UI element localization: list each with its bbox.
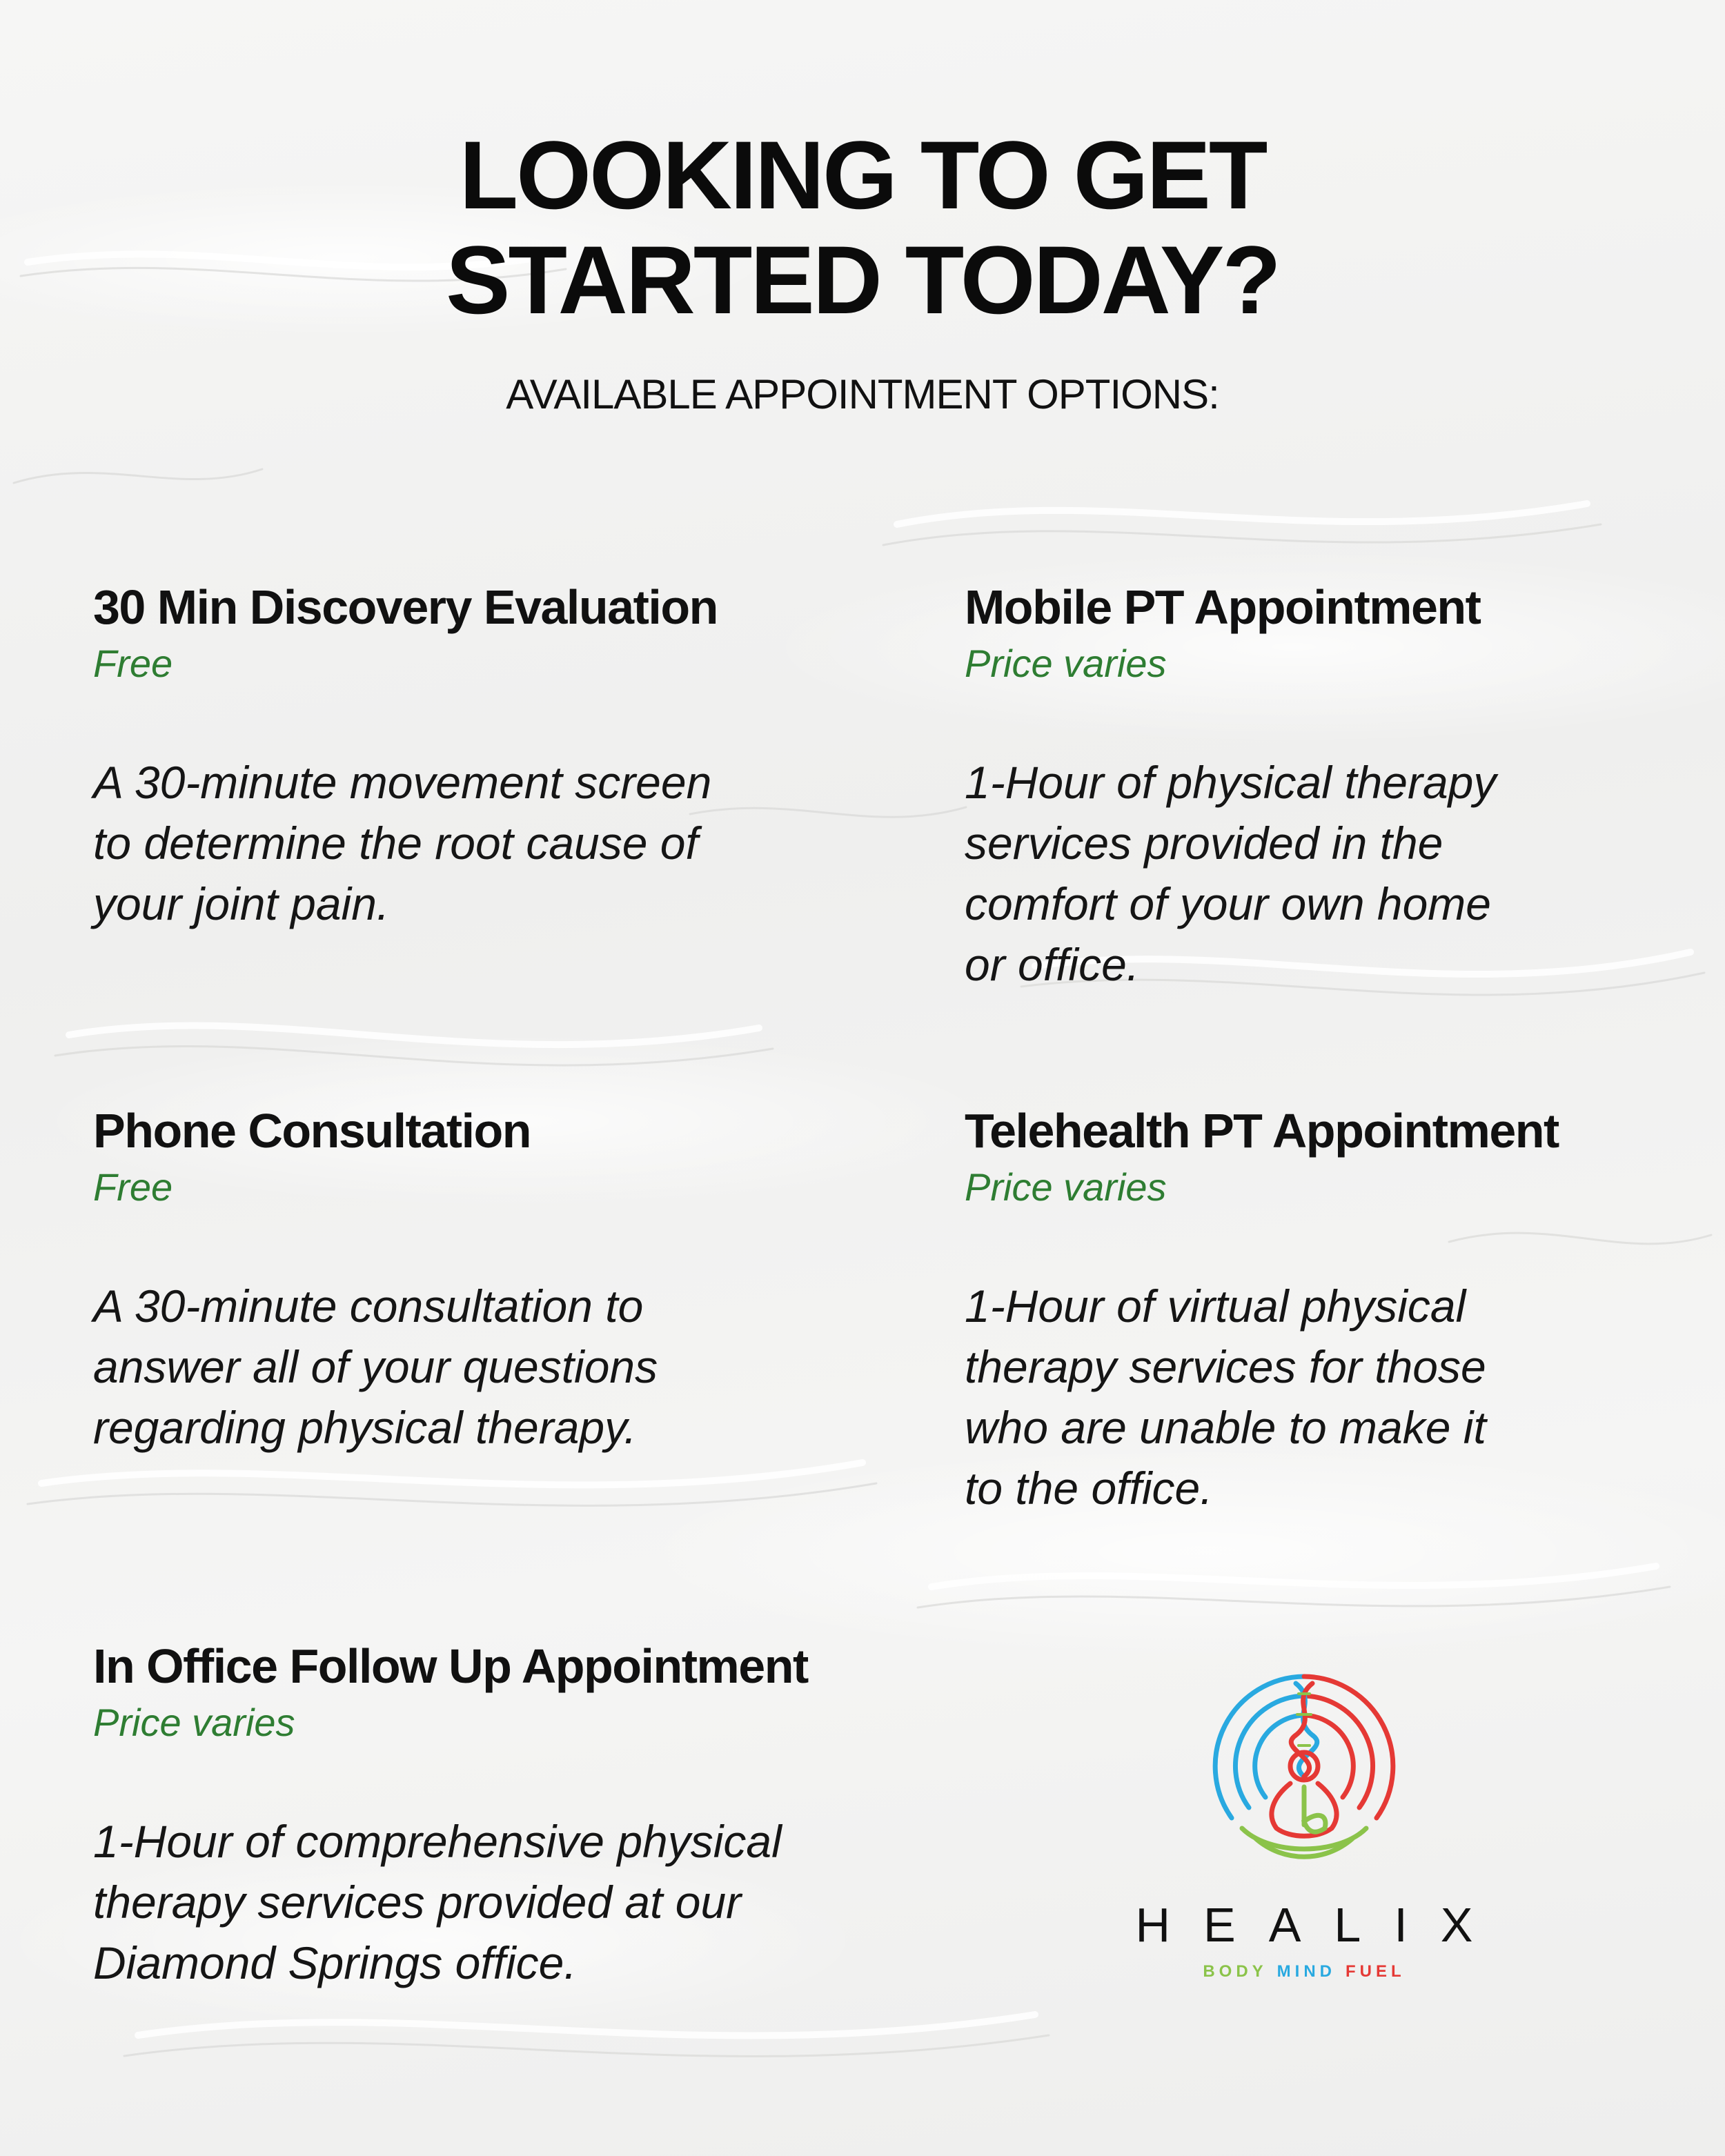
logo-wordmark: HEALIX	[1135, 1898, 1506, 1952]
option-description: A 30-minute consultation to answer all of your questions regarding physical therapy.	[93, 1280, 658, 1453]
option-description: 1-Hour of physical therapy services provided in the comfort of your own home or office.	[965, 757, 1497, 990]
healix-logo	[1076, 1663, 1532, 1981]
page-title	[0, 123, 1725, 333]
option-card-telehealth-pt	[965, 1102, 1710, 1519]
option-description: 1-Hour of virtual physical therapy services for those who are unable to make it to the office.	[965, 1280, 1486, 1514]
option-description: A 30-minute movement screen to determine the root cause of your joint pain.	[93, 757, 712, 929]
option-title: Telehealth PT Appointment	[965, 1104, 1559, 1158]
option-price: Price varies	[965, 1165, 1167, 1209]
title-line-1: LOOKING TO GET	[459, 121, 1266, 229]
page-subtitle: AVAILABLE APPOINTMENT OPTIONS:	[506, 371, 1219, 417]
option-card-mobile-pt	[965, 578, 1710, 995]
logo-tagline	[1076, 1962, 1532, 1981]
option-title: Phone Consultation	[93, 1104, 531, 1158]
meditating-figure-dna-icon	[1201, 1663, 1408, 1870]
option-price: Free	[93, 642, 173, 685]
option-description: 1-Hour of comprehensive physical therapy services provided at our Diamond Springs office.	[93, 1816, 782, 1988]
option-price: Price varies	[93, 1701, 295, 1744]
option-price: Price varies	[965, 642, 1167, 685]
tagline-body: BODY	[1203, 1962, 1268, 1981]
tagline-fuel: FUEL	[1346, 1962, 1406, 1981]
option-card-phone-consultation	[93, 1102, 838, 1458]
option-price: Free	[93, 1165, 173, 1209]
option-title: Mobile PT Appointment	[965, 580, 1481, 634]
option-card-in-office-follow-up	[93, 1637, 956, 1993]
tagline-mind: MIND	[1276, 1962, 1336, 1981]
option-card-discovery-evaluation	[93, 578, 838, 934]
option-title: 30 Min Discovery Evaluation	[93, 580, 718, 634]
title-line-2: STARTED TODAY?	[446, 226, 1279, 334]
option-title: In Office Follow Up Appointment	[93, 1639, 808, 1693]
